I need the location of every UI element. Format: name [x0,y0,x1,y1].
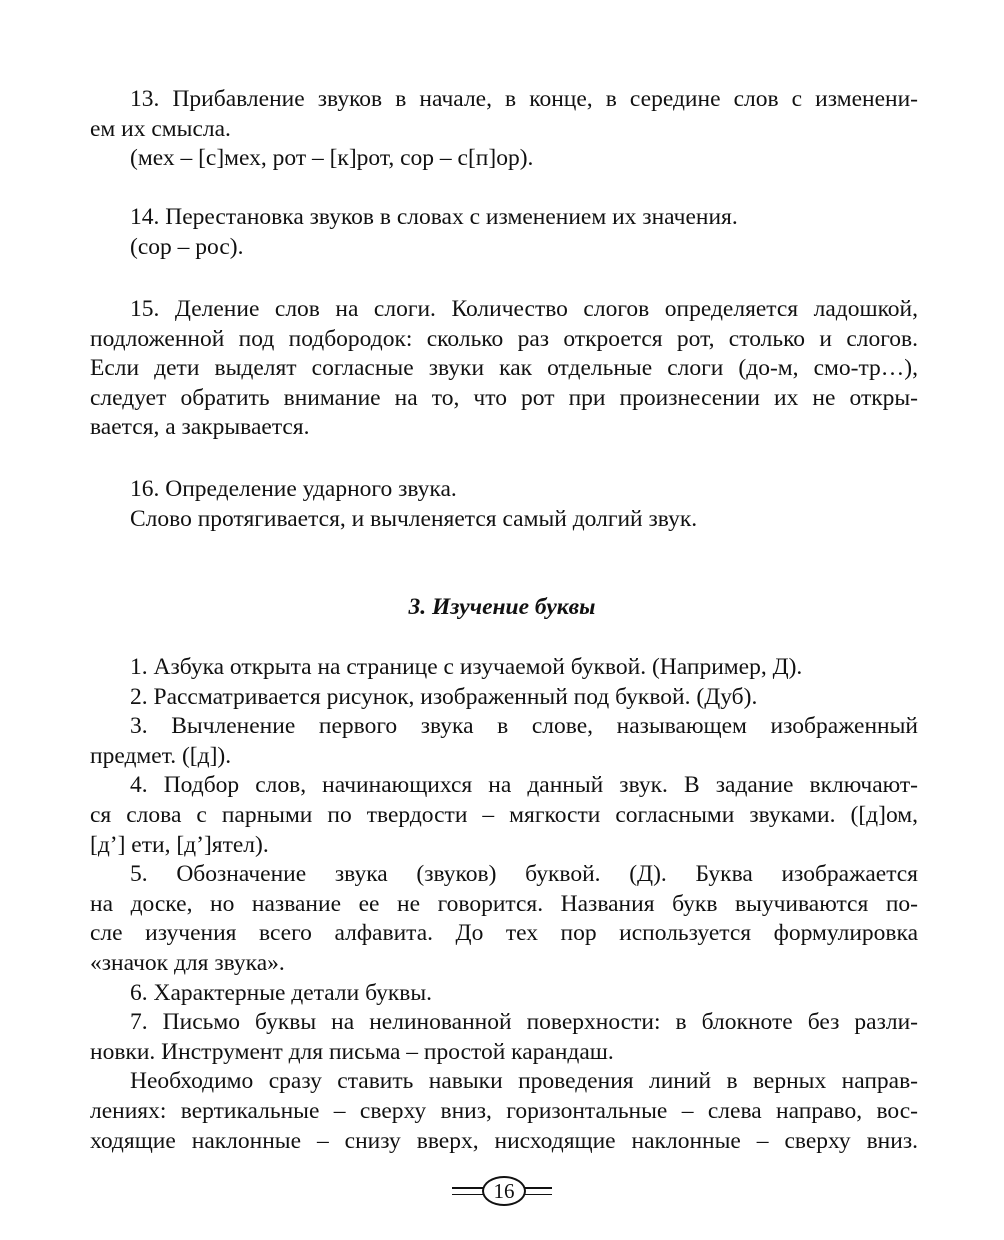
text-line: 4. Подбор слов, начинающихся на данный звук. В задание включают- [130,772,918,799]
text-line: «значок для звука». [90,949,285,976]
text-line: 14. Перестановка звуков в словах с изменением их значения. [130,204,738,230]
text-line: 7. Письмо буквы на нелинованной поверхности: в блокноте без разли- [130,1009,918,1036]
text-line: (сор – рос). [130,233,244,260]
text-line: ем их смысла. [90,115,231,142]
text-line: 15. Деление слов на слоги. Количество слогов определяется ладошкой, [130,296,918,322]
text-line: подложенной под подбородок: сколько раз откроется рот, столько и слогов. [90,325,918,352]
paragraph-16 [90,475,918,534]
text-line: новки. Инструмент для письма – простой карандаш. [90,1038,614,1065]
text-line: лениях: вертикальные – сверху вниз, горизонтальные – слева направо, вос- [90,1097,918,1124]
text-line: 16. Определение ударного звука. [130,476,457,502]
text-line: 2. Рассматривается рисунок, изображенный под буквой. (Дуб). [130,683,758,710]
page-number: 16 [482,1176,526,1206]
text-line: следует обратить внимание на то, что рот при произнесении их не откры- [90,384,918,411]
text-line: предмет. ([д]). [90,742,232,769]
text-line: 6. Характерные детали буквы. [130,979,433,1006]
text-line: 3. Вычленение первого звука в слове, называющем изображенный [130,713,918,740]
text-line: вается, а закрывается. [90,414,310,441]
paragraph-14 [90,203,918,262]
text-line: Слово протягивается, и вычленяется самый долгий звук. [130,505,698,532]
ornament-line-right [522,1187,552,1195]
text-line: ходящие наклонные – снизу вверх, нисходящие наклонные – сверху вниз. [90,1127,918,1154]
text-line: Необходимо сразу ставить навыки проведения линий в верных направ- [130,1068,918,1095]
text-line: ся слова с парными по твердости – мягкости согласными звуками. ([д]ом, [90,801,918,828]
ornament-line-left [452,1187,484,1195]
page-number-ornament [452,1175,552,1205]
section-heading: 3. Изучение буквы [408,594,596,620]
text-line: 13. Прибавление звуков в начале, в конце, в середине слов с изменени- [130,86,918,112]
text-line: [д’] ети, [д’]ятел). [90,831,269,858]
text-line: 5. Обозначение звука (звуков) буквой. (Д). Буква изображается [130,861,918,888]
text-line: (мех – [с]мех, рот – [к]рот, сор – с[п]ор). [130,145,534,172]
letter-steps [90,653,918,1156]
text-line: на доске, но название ее не говорится. Названия букв выучиваются по- [90,890,918,917]
text-line: 1. Азбука открыта на странице с изучаемой буквой. (Например, Д). [130,654,803,680]
paragraph-13 [90,85,918,174]
text-line: сле изучения всего алфавита. До тех пор используется формулировка [90,920,918,947]
paragraph-15 [90,295,918,443]
text-line: Если дети выделят согласные звуки как отдельные слоги (до-м, смо-тр…), [90,355,918,382]
